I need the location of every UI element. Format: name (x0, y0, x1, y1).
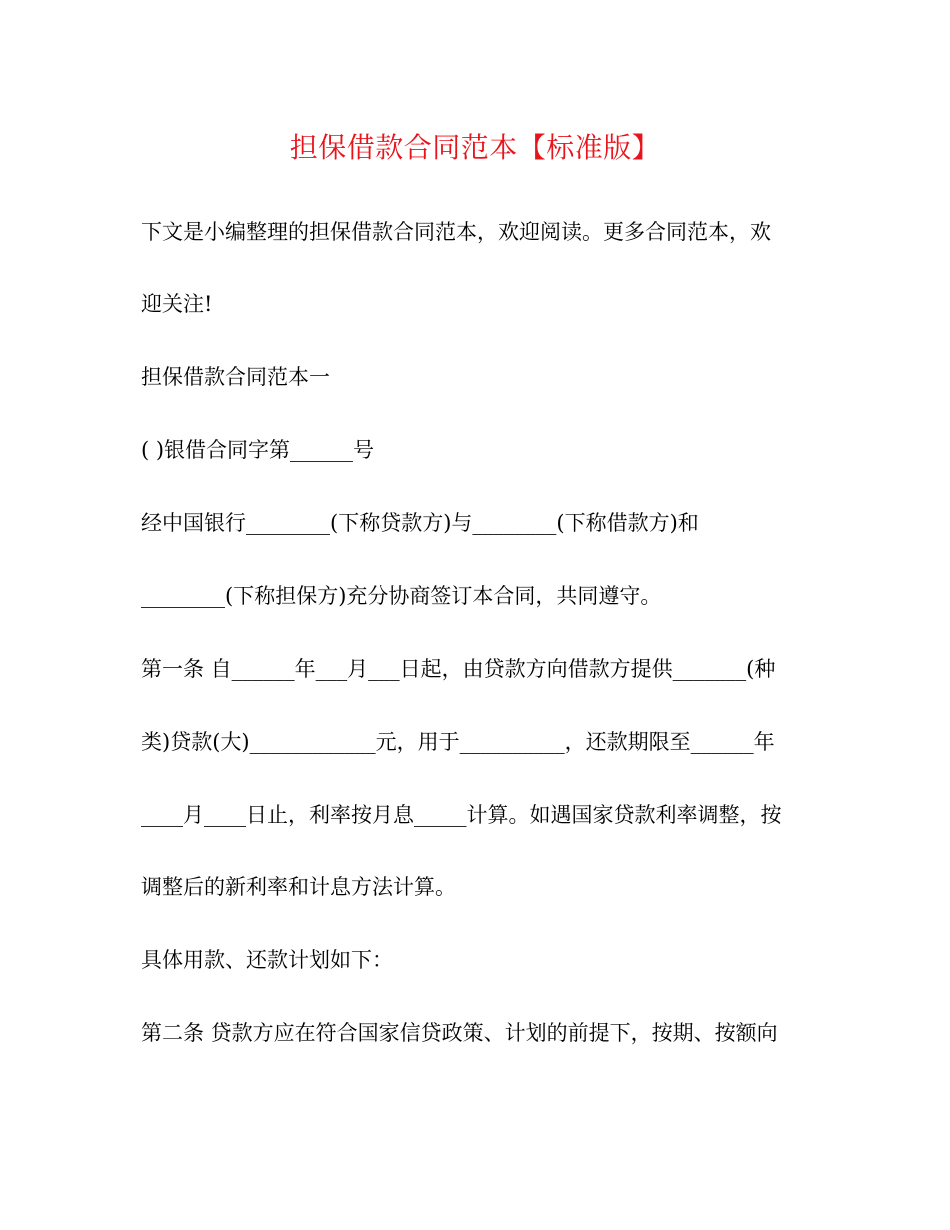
parties-line-1: 经中国银行________(下称贷款方)与________(下称借款方)和 (141, 511, 699, 535)
article-2-line-1: 第二条 贷款方应在符合国家信贷政策、计划的前提下，按期、按额向 (141, 1021, 778, 1045)
repayment-plan-line: 具体用款、还款计划如下： (141, 948, 393, 972)
document-title: 担保借款合同范本【标准版】 (289, 131, 661, 164)
section-heading: 担保借款合同范本一 (141, 365, 330, 389)
parties-line-2: ________(下称担保方)充分协商签订本合同，共同遵守。 (141, 584, 662, 608)
contract-number-line: ( )银借合同字第______号 (141, 438, 375, 462)
paragraph-intro-line-2: 迎关注! (141, 292, 213, 316)
article-1-line-4: 调整后的新利率和计息方法计算。 (141, 875, 456, 899)
article-1-line-1: 第一条 自______年___月___日起，由贷款方向借款方提供_______(种 (141, 657, 776, 681)
article-1-line-2: 类)贷款(大)____________元，用于__________，还款期限至______年 (141, 730, 775, 754)
article-1-line-3: ____月____日止，利率按月息_____计算。如遇国家贷款利率调整，按 (141, 803, 782, 827)
paragraph-intro-line-1: 下文是小编整理的担保借款合同范本，欢迎阅读。更多合同范本，欢 (141, 220, 771, 244)
